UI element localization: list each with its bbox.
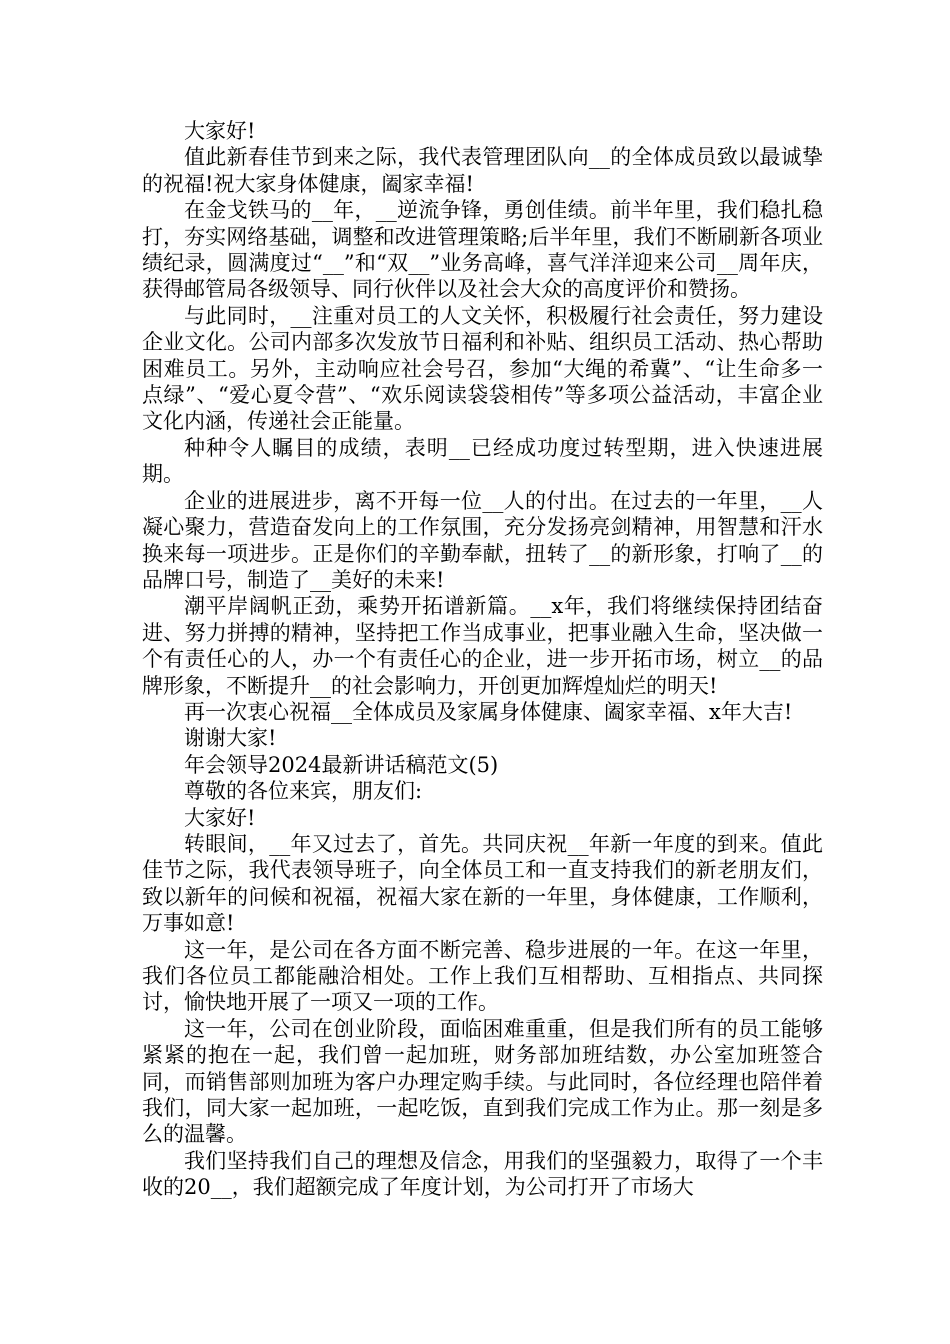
- paragraph-salutation: 尊敬的各位来宾，朋友们:: [184, 779, 423, 804]
- paragraph-steady-progress: 这一年，是公司在各方面不断完善、稳步进展的一年。在这一年里，我们各位员工都能融洽相处。工作上我们互相帮助、互相指点、共同探讨，愉快地开展了一项又一项的工作。: [142, 937, 823, 1015]
- paragraph-team-effort: 企业的进展进步，离不开每一位__人的付出。在过去的一年里，__人凝心聚力，营造奋发向上的工作氛围，充分发扬亮剑精神，用智慧和汗水换来每一项进步。正是你们的辛勤奉献，扭转了__的新形象，打响了__的品牌口号，制造了__美好的未来!: [142, 488, 823, 592]
- paragraph-startup-stage: 这一年，公司在创业阶段，面临困难重重，但是我们所有的员工能够紧紧的抱在一起，我们曾一起加班，财务部加班结数，办公室加班签合同，而销售部则加班为客户办理定购手续。与此同时，各位经理也陪伴着我们，同大家一起加班，一起吃饭，直到我们完成工作为止。那一刻是多么的温馨。: [142, 1016, 823, 1147]
- paragraph-greeting-2: 大家好!: [184, 805, 256, 830]
- paragraph-social-responsibility: 与此同时，__注重对员工的人文关怀，积极履行社会责任，努力建设企业文化。公司内部多次发放节日福利和补贴、组织员工活动、热心帮助困难员工。另外，主动响应社会号召，参加“大绳的希冀”、“让生命多一点绿”、“爱心夏令营”、“欢乐阅读袋袋相传”等多项公益活动，丰富企业文化内涵，传递社会正能量。: [142, 303, 823, 434]
- paragraph-year-review: 转眼间，__年又过去了，首先。共同庆祝__年新一年度的到来。值此佳节之际，我代表领导班子，向全体员工和一直支持我们的新老朋友们，致以新年的问候和祝福，祝福大家在新的一年里，身体健康，工作顺利，万事如意!: [142, 831, 823, 936]
- paragraph-blessing: 再一次衷心祝福__全体成员及家属身体健康、阖家幸福、x年大吉!: [184, 699, 793, 724]
- document-page: [142, 118, 823, 1201]
- paragraph-future-plan: 潮平岸阔帆正劲，乘势开拓谱新篇。__x年，我们将继续保持团结奋进、努力拼搏的精神，坚持把工作当成事业，把事业融入生命，坚决做一个有责任心的人，办一个有责任心的企业，进一步开拓市场，树立__的品牌形象，不断提升__的社会影响力，开创更加辉煌灿烂的明天!: [142, 594, 823, 698]
- paragraph-transformation: 种种令人瞩目的成绩，表明__已经成功度过转型期，进入快速进展期。: [142, 435, 823, 487]
- paragraph-ideals: 我们坚持我们自己的理想及信念，用我们的坚强毅力，取得了一个丰收的20__，我们超额完成了年度计划，为公司打开了市场大: [142, 1148, 823, 1200]
- paragraph-new-year-wish: 值此新春佳节到来之际，我代表管理团队向__的全体成员致以最诚挚的祝福!祝大家身体健康，阖家幸福!: [142, 145, 823, 196]
- paragraph-achievements: 在金戈铁马的__年，__逆流争锋，勇创佳绩。前半年里，我们稳扎稳打，夯实网络基础，调整和改进管理策略;后半年里，我们不断刷新各项业绩纪录，圆满度过“__”和“双__”业务高峰，喜气洋洋迎来公司__周年庆，获得邮管局各级领导、同行伙伴以及社会大众的高度评价和赞扬。: [142, 198, 823, 302]
- section-title: 年会领导2024最新讲话稿范文(5): [184, 752, 499, 777]
- paragraph-thanks: 谢谢大家!: [184, 726, 277, 751]
- paragraph-greeting: 大家好!: [184, 119, 256, 143]
